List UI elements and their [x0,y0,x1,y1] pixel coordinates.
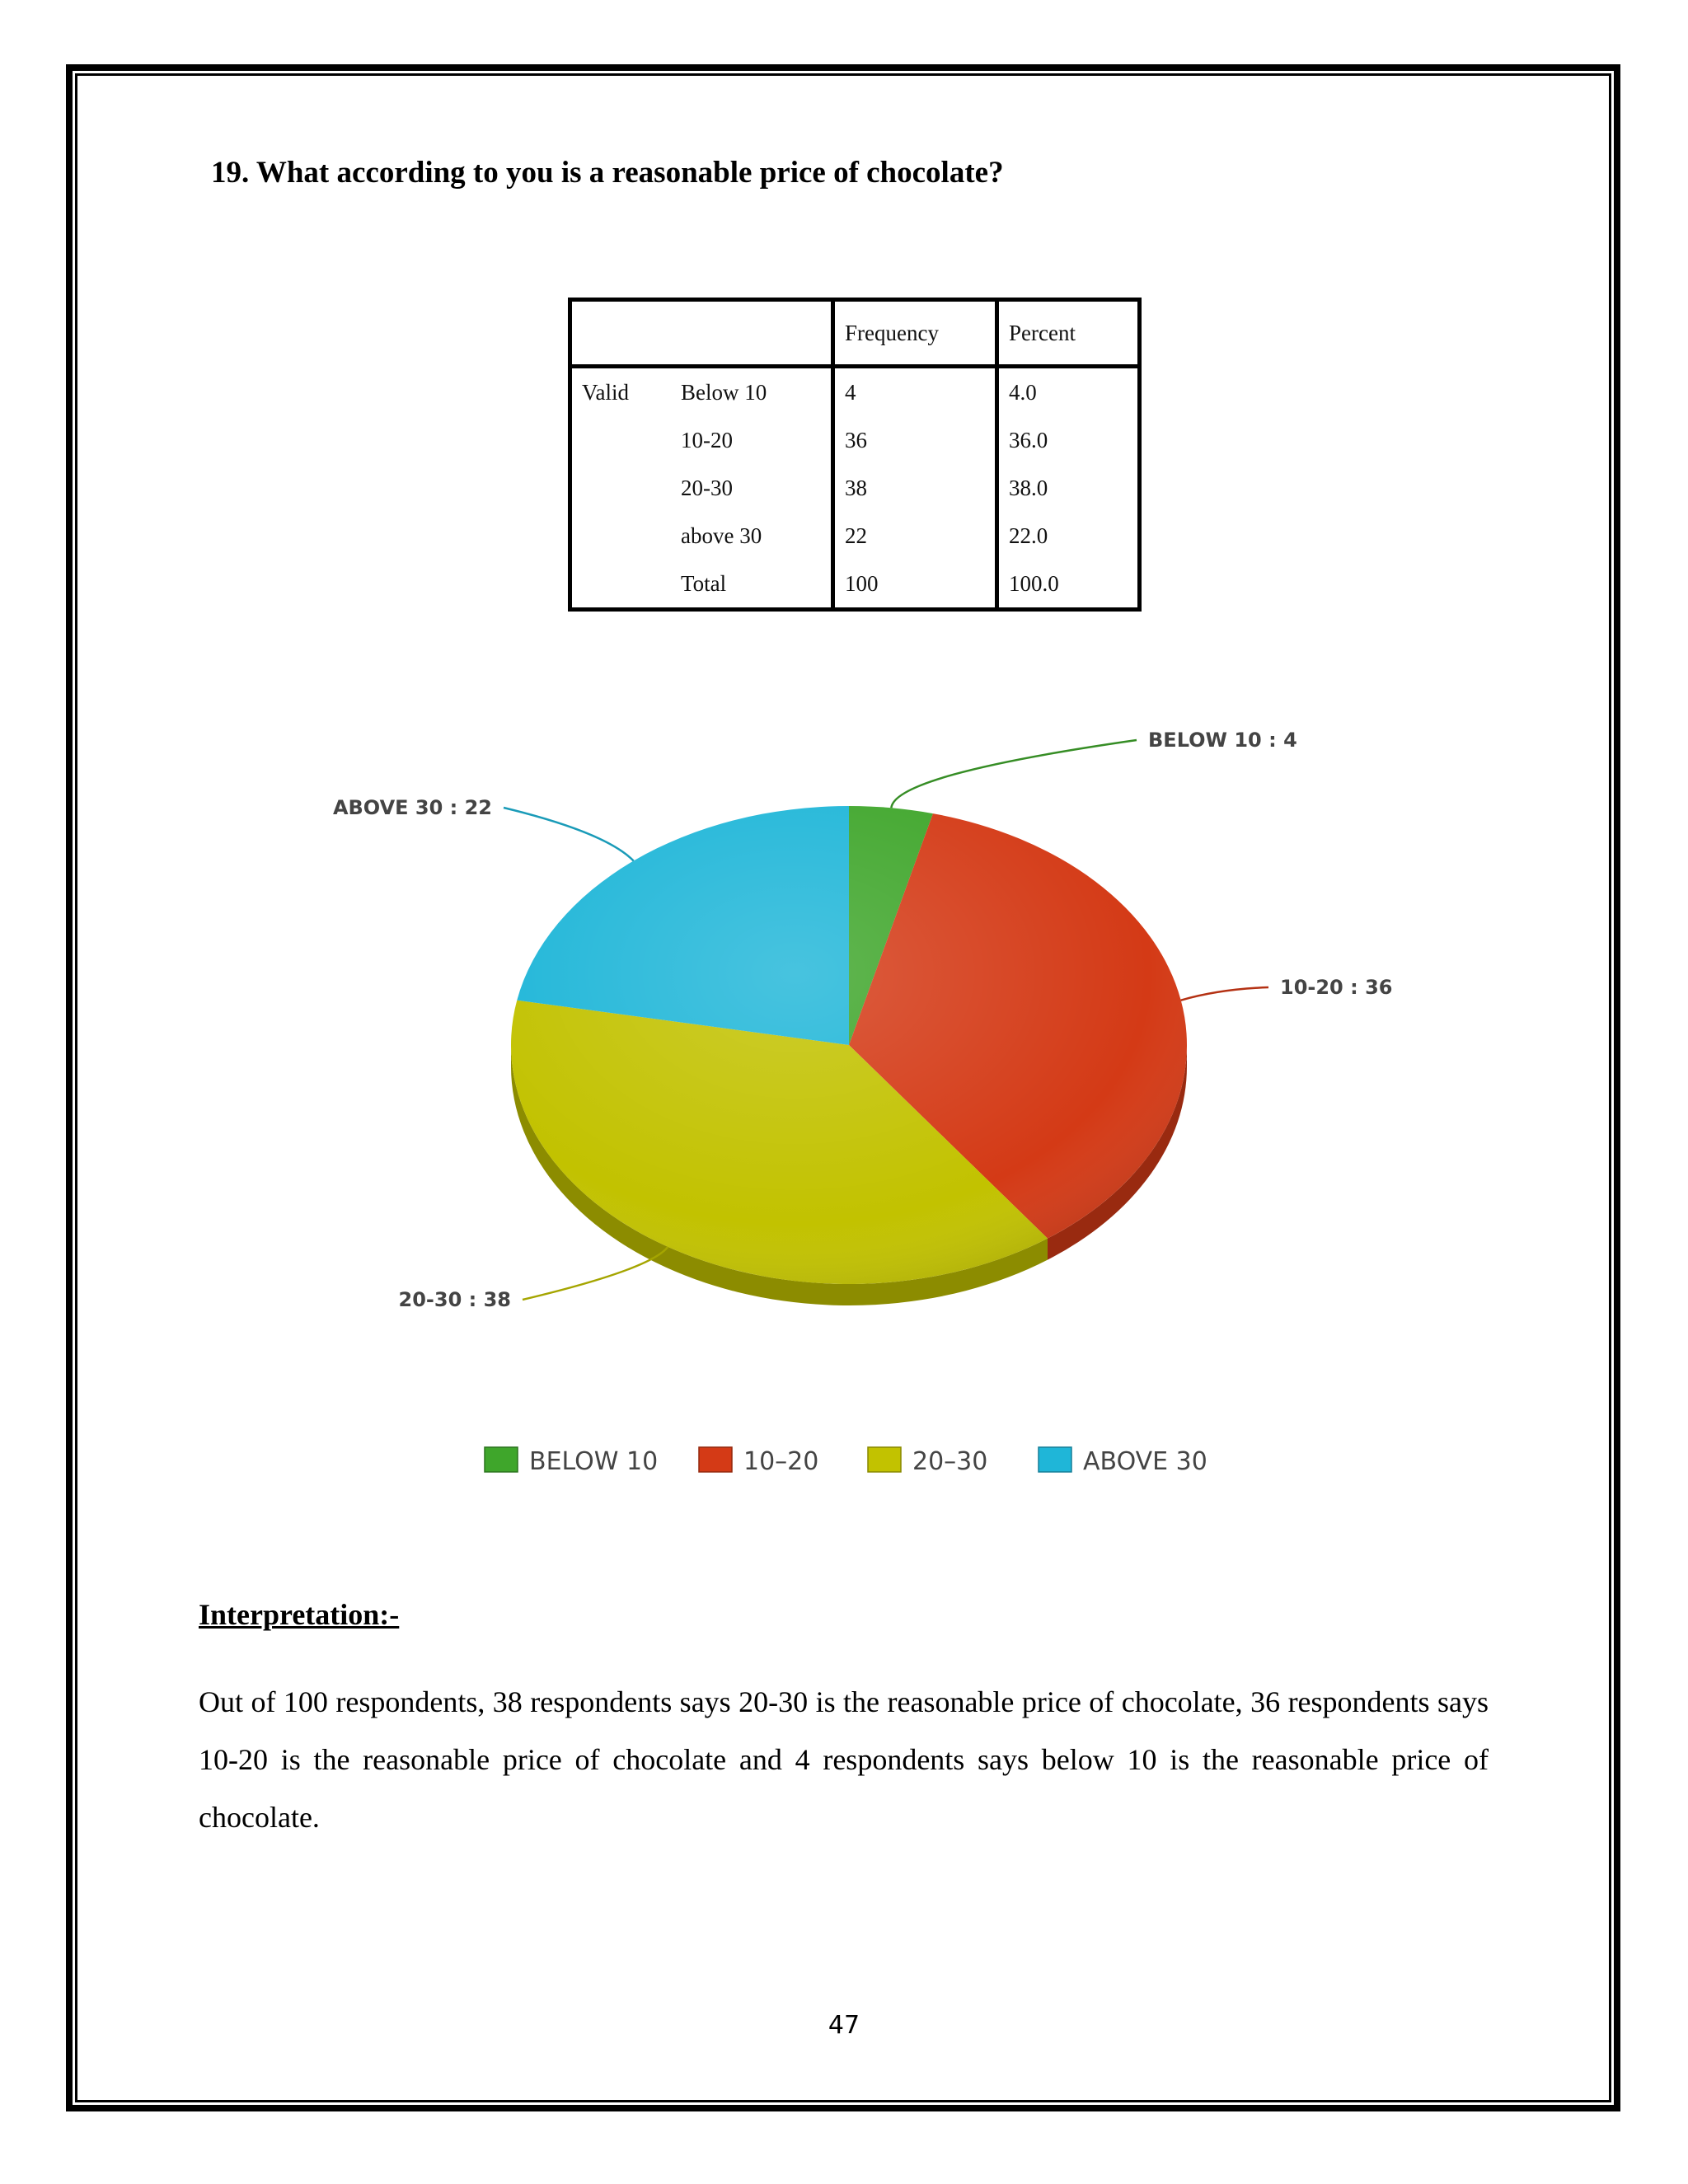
table-cell-frequency: 36 [833,416,997,464]
table-cell-percent: 38.0 [997,464,1140,512]
legend-label: 10–20 [743,1447,819,1476]
legend-label: BELOW 10 [529,1447,659,1476]
legend-swatch [699,1447,732,1472]
legend-label: 20–30 [912,1447,988,1476]
data-label: ABOVE 30 : 22 [332,796,492,819]
table-cell-label: 20-30 [671,464,833,512]
table-cell-frequency: 100 [833,560,997,610]
question-heading: 19. What according to you is a reasonable price of chocolate? [211,156,1004,190]
leader-line [504,808,634,861]
table-cell-percent: 22.0 [997,512,1140,560]
table-cell-frequency: 38 [833,464,997,512]
table-cell-percent: 36.0 [997,416,1140,464]
leader-line [1181,987,1268,1001]
table-cell-percent: 100.0 [997,560,1140,610]
legend-swatch [868,1447,901,1472]
legend-swatch [485,1447,518,1472]
leader-line [891,740,1137,808]
legend-swatch [1039,1447,1071,1472]
table-cell-frequency: 22 [833,512,997,560]
interpretation-title: Interpretation:- [199,1598,400,1631]
data-label: 10-20 : 36 [1280,976,1393,999]
table-cell-percent: 4.0 [997,367,1140,417]
table-cell-label: Below 10 [671,367,833,417]
table-cell-frequency: 4 [833,367,997,417]
table-cell-label: Total [671,560,833,610]
page-number: 47 [828,2011,860,2040]
table-cell-label: above 30 [671,512,833,560]
data-label: BELOW 10 : 4 [1148,729,1297,752]
table-cell-label: 10-20 [671,416,833,464]
table-header-frequency: Frequency [833,300,997,367]
table-cell-group: Valid [570,367,672,417]
legend-label: ABOVE 30 [1083,1447,1207,1476]
table-header-percent: Percent [997,300,1140,367]
data-label: 20-30 : 38 [398,1288,511,1311]
interpretation-text: Out of 100 respondents, 38 respondents says 20-30 is the reasonable price of chocolate, 36 respondents says 10-20 is the reasonable price of chocolate and 4 respondents says below 10 is the reasonable price of chocolate. [199,1685,1489,1834]
